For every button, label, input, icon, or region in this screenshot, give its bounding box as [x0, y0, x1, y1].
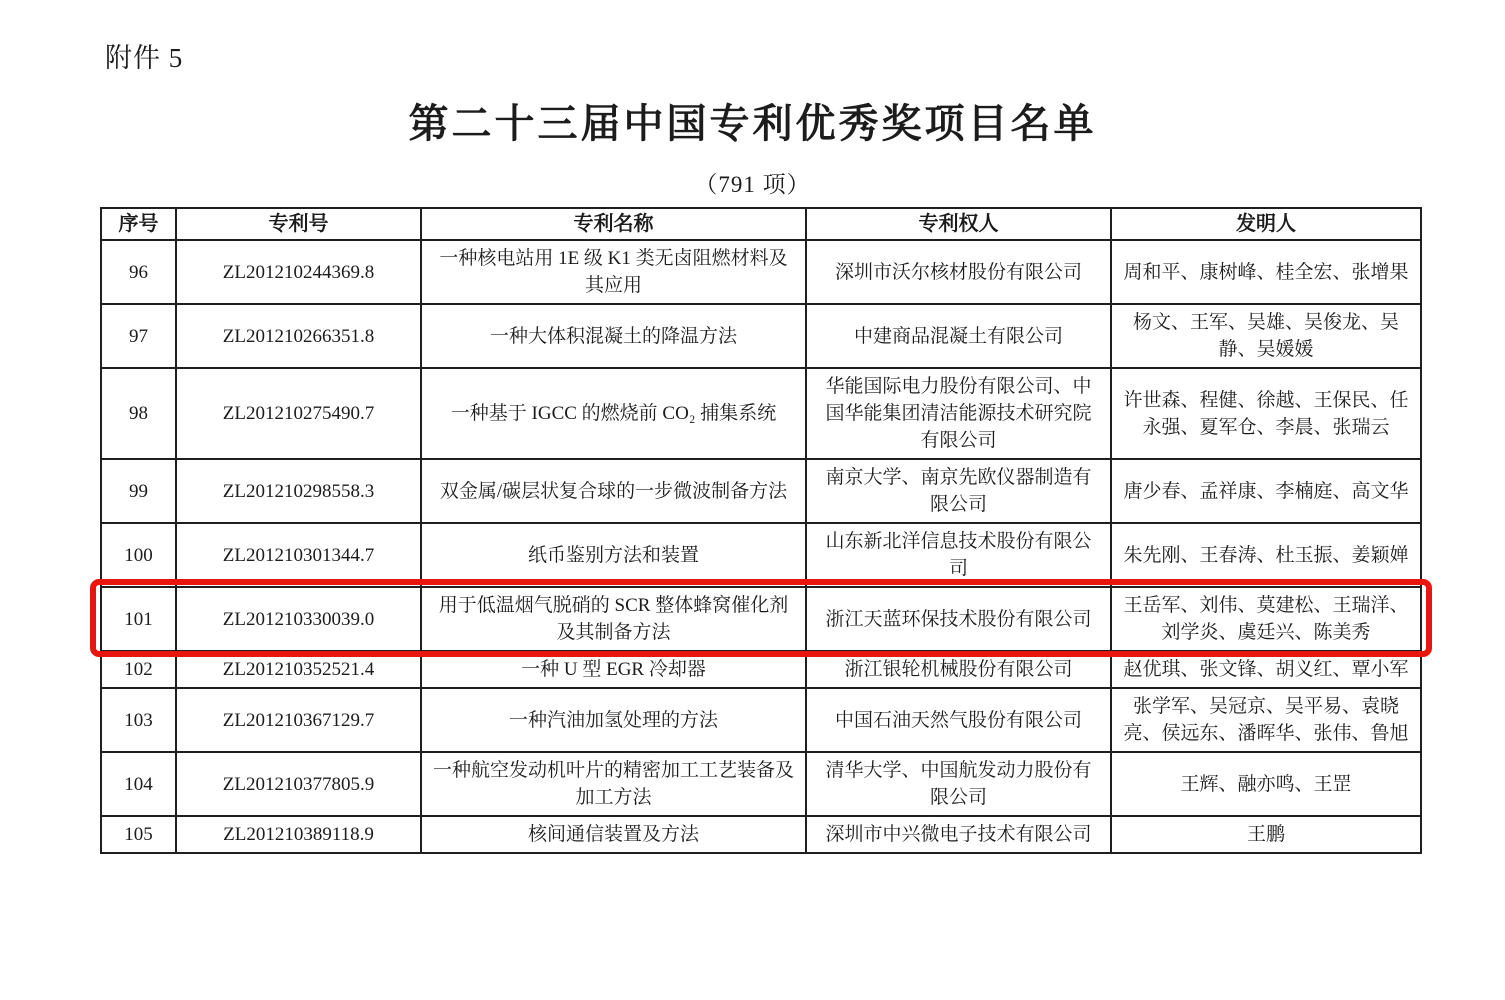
column-header-patent-name: 专利名称 — [421, 208, 806, 240]
cell-serial-number: 102 — [101, 651, 176, 688]
cell-patentee: 浙江天蓝环保技术股份有限公司 — [806, 587, 1111, 651]
cell-serial-number: 100 — [101, 523, 176, 587]
table-row — [101, 240, 1421, 304]
page-subtitle: （791 项） — [694, 172, 811, 197]
cell-patentee: 中建商品混凝土有限公司 — [806, 304, 1111, 368]
table-row — [101, 368, 1421, 459]
column-header-inventors: 发明人 — [1111, 208, 1421, 240]
cell-patent-name: 一种 U 型 EGR 冷却器 — [421, 651, 806, 688]
cell-patent-name: 一种核电站用 1E 级 K1 类无卤阻燃材料及其应用 — [421, 240, 806, 304]
cell-inventors: 唐少春、孟祥康、李楠庭、高文华 — [1111, 459, 1421, 523]
column-header-patent-number: 专利号 — [176, 208, 421, 240]
cell-inventors: 王辉、融亦鸣、王罡 — [1111, 752, 1421, 816]
cell-patent-number: ZL201210330039.0 — [176, 587, 421, 651]
cell-patent-number: ZL201210244369.8 — [176, 240, 421, 304]
table-row — [101, 752, 1421, 816]
cell-serial-number: 99 — [101, 459, 176, 523]
cell-patentee: 中国石油天然气股份有限公司 — [806, 688, 1111, 752]
cell-serial-number: 96 — [101, 240, 176, 304]
cell-patent-number: ZL201210389118.9 — [176, 816, 421, 853]
cell-patentee: 南京大学、南京先欧仪器制造有限公司 — [806, 459, 1111, 523]
cell-inventors: 许世森、程健、徐越、王保民、任永强、夏军仓、李晨、张瑞云 — [1111, 368, 1421, 459]
cell-patent-number: ZL201210298558.3 — [176, 459, 421, 523]
cell-patentee: 深圳市中兴微电子技术有限公司 — [806, 816, 1111, 853]
cell-patent-name: 一种基于 IGCC 的燃烧前 CO₂ 捕集系统 — [421, 368, 806, 459]
cell-patentee: 深圳市沃尔核材股份有限公司 — [806, 240, 1111, 304]
cell-patent-name: 一种大体积混凝土的降温方法 — [421, 304, 806, 368]
table-header-row — [101, 208, 1421, 240]
patent-table — [100, 207, 1422, 854]
cell-inventors: 王鹏 — [1111, 816, 1421, 853]
column-header-patentee: 专利权人 — [806, 208, 1111, 240]
table-row — [101, 459, 1421, 523]
column-header-serial-number: 序号 — [101, 208, 176, 240]
page-title: 第二十三届中国专利优秀奖项目名单 — [408, 101, 1097, 146]
cell-patentee: 浙江银轮机械股份有限公司 — [806, 651, 1111, 688]
table-row — [101, 587, 1421, 651]
table-body — [101, 240, 1421, 853]
cell-serial-number: 97 — [101, 304, 176, 368]
cell-patent-number: ZL201210266351.8 — [176, 304, 421, 368]
table-row — [101, 304, 1421, 368]
cell-patent-name: 纸币鉴别方法和装置 — [421, 523, 806, 587]
cell-serial-number: 104 — [101, 752, 176, 816]
cell-inventors: 王岳军、刘伟、莫建松、王瑞洋、刘学炎、虞廷兴、陈美秀 — [1111, 587, 1421, 651]
cell-patent-number: ZL201210367129.7 — [176, 688, 421, 752]
cell-patentee: 山东新北洋信息技术股份有限公司 — [806, 523, 1111, 587]
cell-serial-number: 103 — [101, 688, 176, 752]
attachment-label: 附件 5 — [105, 43, 184, 73]
cell-patent-name: 用于低温烟气脱硝的 SCR 整体蜂窝催化剂及其制备方法 — [421, 587, 806, 651]
cell-serial-number: 98 — [101, 368, 176, 459]
cell-serial-number: 105 — [101, 816, 176, 853]
table-row — [101, 688, 1421, 752]
cell-inventors: 朱先刚、王春涛、杜玉振、姜颖婵 — [1111, 523, 1421, 587]
table-row — [101, 816, 1421, 853]
cell-patent-name: 核间通信装置及方法 — [421, 816, 806, 853]
cell-patent-number: ZL201210352521.4 — [176, 651, 421, 688]
cell-patent-name: 一种航空发动机叶片的精密加工工艺装备及加工方法 — [421, 752, 806, 816]
cell-inventors: 张学军、吴冠京、吴平易、袁晓亮、侯远东、潘晖华、张伟、鲁旭 — [1111, 688, 1421, 752]
patent-table-wrap — [100, 207, 1420, 854]
cell-patentee: 清华大学、中国航发动力股份有限公司 — [806, 752, 1111, 816]
table-row — [101, 651, 1421, 688]
cell-inventors: 周和平、康树峰、桂全宏、张增果 — [1111, 240, 1421, 304]
cell-inventors: 杨文、王军、吴雄、吴俊龙、吴静、吴媛媛 — [1111, 304, 1421, 368]
cell-patent-name: 双金属/碳层状复合球的一步微波制备方法 — [421, 459, 806, 523]
cell-patentee: 华能国际电力股份有限公司、中国华能集团清洁能源技术研究院有限公司 — [806, 368, 1111, 459]
cell-inventors: 赵优琪、张文锋、胡义红、覃小军 — [1111, 651, 1421, 688]
cell-patent-number: ZL201210301344.7 — [176, 523, 421, 587]
cell-patent-number: ZL201210377805.9 — [176, 752, 421, 816]
cell-patent-number: ZL201210275490.7 — [176, 368, 421, 459]
table-row — [101, 523, 1421, 587]
cell-patent-name: 一种汽油加氢处理的方法 — [421, 688, 806, 752]
cell-serial-number: 101 — [101, 587, 176, 651]
